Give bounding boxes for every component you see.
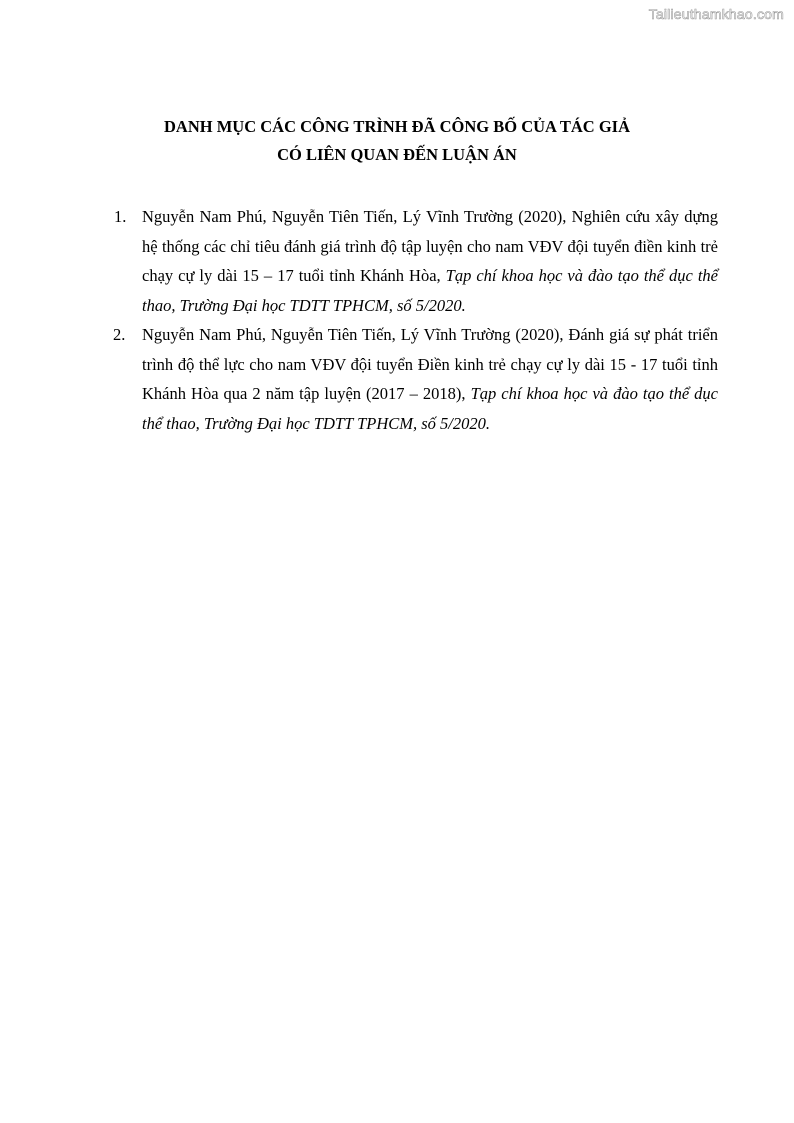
citation-text: Nguyễn Nam Phú, Nguyễn Tiên Tiến, Lý Vĩnh Trường (2020), Nghiên cứu xây dựng hệ thống các chỉ tiêu đánh giá trình độ tập luyện cho nam VĐV đội tuyển điền kinh trẻ chạy cự ly dài 15 – 17 tuổi tỉnh Khánh Hòa, bbox=[142, 207, 718, 285]
item-number: 1. bbox=[114, 207, 127, 226]
page-subtitle: CÓ LIÊN QUAN ĐẾN LUẬN ÁN bbox=[277, 145, 517, 164]
page-title: DANH MỤC CÁC CÔNG TRÌNH ĐÃ CÔNG BỐ CỦA TÁC GIẢ bbox=[164, 117, 630, 136]
publication-item bbox=[114, 202, 718, 320]
citation-text: Nguyễn Nam Phú, Nguyễn Tiên Tiến, Lý Vĩnh Trường (2020), Đánh giá sự phát triển trình độ thể lực cho nam VĐV đội tuyển Điền kinh trẻ chạy cự ly dài 15 - 17 tuổi tỉnh Khánh Hòa qua 2 năm tập luyện (2017 – 2018), bbox=[142, 325, 718, 403]
watermark: Tailieuthamkhao.com bbox=[648, 6, 784, 22]
journal-name: Tạp chí khoa học và đào tạo thể dục thể thao, Trường Đại học TDTT TPHCM, số 5/2020. bbox=[142, 384, 719, 433]
journal-name: Tạp chí khoa học và đào tạo thể dục thể thao, Trường Đại học TDTT TPHCM, số 5/2020. bbox=[142, 266, 718, 315]
item-number: 2. bbox=[113, 325, 126, 344]
publication-item bbox=[113, 320, 719, 438]
